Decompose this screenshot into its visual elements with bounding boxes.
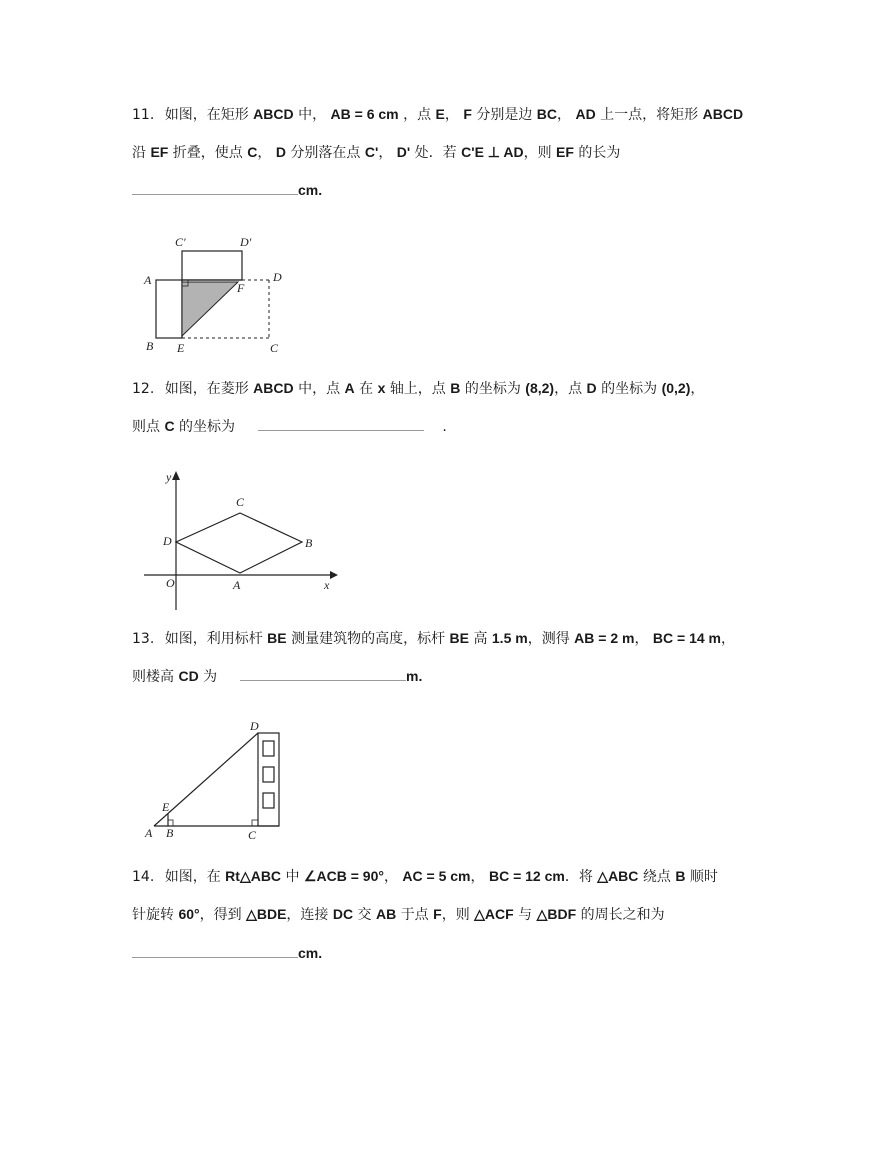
- q11-line-1: [132, 104, 743, 125]
- q12-text: 如图，在菱形: [164, 381, 249, 397]
- q14-math: Rt△ABC: [225, 868, 282, 884]
- q11-text: ，: [257, 145, 272, 161]
- q14-math: AB: [376, 906, 397, 922]
- q11-text: ，: [378, 145, 393, 161]
- q13-math: AB = 2 m: [574, 630, 635, 646]
- q12-text: ，点: [554, 381, 583, 397]
- q14-math: BC = 12 cm: [488, 868, 565, 884]
- q14-text: 与: [518, 907, 533, 923]
- q12-line-1: [132, 378, 704, 399]
- q14-math: △BDF: [536, 906, 577, 922]
- q14-math: DC: [332, 906, 354, 922]
- q12-answer-blank[interactable]: [258, 416, 424, 431]
- q11-text: 沿: [132, 145, 146, 161]
- q14-math: ∠ACB = 90°: [303, 868, 384, 884]
- q12-figure: [140, 465, 350, 615]
- q12-text: 中，点: [298, 381, 341, 397]
- q11-math: BC: [536, 106, 558, 122]
- q12-math: A: [344, 380, 355, 396]
- q13-figure: [140, 715, 300, 845]
- q11-math: AD: [575, 106, 596, 122]
- q11-math: EF: [556, 144, 574, 160]
- q13-line-1: [132, 628, 735, 649]
- q11-math: F: [463, 106, 472, 122]
- q14-text: 中: [285, 869, 300, 885]
- q12-rhombus: [176, 513, 302, 573]
- q13-number: 13.: [132, 631, 155, 647]
- q14-text: ，连接: [286, 907, 329, 923]
- q13-unit: m.: [406, 668, 423, 684]
- q14-answer-line: [132, 943, 322, 964]
- q14-text: 于点: [400, 907, 429, 923]
- q13-label-B: B: [166, 826, 174, 840]
- q13-text: ，: [721, 631, 736, 647]
- q13-text: 则楼高: [132, 669, 174, 685]
- q11-math: ABCD: [253, 106, 294, 122]
- q13-window-3: [263, 793, 274, 808]
- q13-window-1: [263, 741, 274, 756]
- q12-math: D: [586, 380, 597, 396]
- q13-text: ，: [634, 631, 649, 647]
- q11-text: 分别是边: [476, 107, 533, 123]
- q14-math: AC = 5 cm: [402, 868, 471, 884]
- q14-text: ，: [383, 869, 398, 885]
- q11-text: 上一点，将矩形: [600, 107, 699, 123]
- q12-x-arrow-icon: [330, 571, 338, 579]
- q11-rect-ABEside: [156, 280, 182, 338]
- q12-label-y: y: [166, 470, 172, 484]
- q13-answer-blank[interactable]: [240, 666, 406, 681]
- q11-math: ABCD: [702, 106, 744, 122]
- q14-answer-blank[interactable]: [132, 943, 298, 958]
- q11-math: E: [435, 106, 445, 122]
- q14-text: ，则: [441, 907, 470, 923]
- q12-math: x: [377, 380, 386, 396]
- q13-label-D: D: [250, 719, 259, 733]
- q11-shaded-triangle: [182, 282, 238, 336]
- q13-label-C: C: [248, 828, 257, 842]
- q11-math: C: [247, 144, 258, 160]
- q11-line-2: [132, 142, 620, 163]
- q14-text: 的周长之和为: [580, 907, 665, 923]
- q14-math: 60°: [178, 906, 200, 922]
- q12-math: (0,2): [661, 380, 691, 396]
- q14-text: 如图，在: [164, 869, 221, 885]
- q11-answer-line: [132, 180, 322, 201]
- q13-math: BC = 14 m: [652, 630, 722, 646]
- q11-text: ，: [557, 107, 572, 123]
- q11-label-B: B: [146, 339, 154, 353]
- q12-label-C: C: [236, 495, 245, 509]
- q11-figure: [140, 228, 300, 358]
- q12-math: ABCD: [253, 380, 294, 396]
- q11-math: D': [396, 144, 411, 160]
- q11-math: AB = 6 cm: [330, 106, 399, 122]
- q12-label-B: B: [305, 536, 313, 550]
- q12-number: 12.: [132, 381, 155, 397]
- q14-text: ，: [470, 869, 485, 885]
- q14-math: △BDE: [246, 906, 287, 922]
- q13-window-2: [263, 767, 274, 782]
- q11-rect-folded-top: [182, 251, 242, 280]
- q12-math: C: [164, 418, 175, 434]
- q11-label-A: A: [144, 273, 152, 287]
- q12-math: (8,2): [525, 380, 555, 396]
- q12-text: 在: [359, 381, 374, 397]
- q13-text: 测量建筑物的高度，标杆: [291, 631, 446, 647]
- q14-text: ，得到: [199, 907, 242, 923]
- q13-math: BE: [449, 630, 469, 646]
- q12-line-2: [132, 416, 447, 437]
- q11-label-C-prime: C′: [175, 235, 186, 249]
- q11-math: D: [275, 144, 286, 160]
- q13-math: BE: [267, 630, 287, 646]
- q11-text: 分别落在点: [290, 145, 361, 161]
- q14-math: B: [675, 868, 686, 884]
- q12-label-O: O: [166, 576, 175, 590]
- q13-text: ，测得: [527, 631, 570, 647]
- q11-text: 的长为: [578, 145, 621, 161]
- q11-label-F: F: [237, 281, 245, 295]
- q11-text: 处．若: [414, 145, 457, 161]
- q11-label-D: D: [273, 270, 282, 284]
- q12-label-D: D: [163, 534, 172, 548]
- q14-math: F: [433, 906, 442, 922]
- q11-math: C'E ⊥ AD: [461, 144, 524, 160]
- q13-text: 高: [473, 631, 488, 647]
- q13-sightline: [154, 733, 258, 826]
- q12-text: 轴上，点: [389, 381, 446, 397]
- q11-number: 11.: [132, 107, 155, 123]
- q11-text: 中，: [298, 107, 327, 123]
- q14-text: 针旋转: [132, 907, 174, 923]
- q11-label-E: E: [177, 341, 185, 355]
- q14-number: 14.: [132, 869, 155, 885]
- q14-text: 顺时: [689, 869, 718, 885]
- q11-text: ，则: [523, 145, 552, 161]
- q13-building: [258, 733, 279, 826]
- q13-right-angle-C: [252, 820, 258, 826]
- q13-text: 如图，利用标杆: [164, 631, 263, 647]
- q13-line-2: [132, 666, 422, 687]
- q12-text: 的坐标为: [601, 381, 658, 397]
- q14-text: 交: [357, 907, 372, 923]
- q14-unit: cm.: [298, 945, 323, 961]
- q14-text: 绕点: [642, 869, 671, 885]
- q14-math: △ABC: [597, 868, 639, 884]
- q11-label-D-prime: D′: [240, 235, 252, 249]
- q13-text: 为: [203, 669, 218, 685]
- q12-text: 则点: [132, 419, 160, 435]
- q14-text: ．将: [564, 869, 593, 885]
- q13-label-E: E: [162, 800, 170, 814]
- q11-answer-blank[interactable]: [132, 180, 298, 195]
- q11-text: 折叠，使点: [172, 145, 243, 161]
- q11-label-C: C: [270, 341, 279, 355]
- q12-label-x: x: [324, 578, 330, 592]
- q14-line-1: [132, 866, 718, 887]
- q12-period: .: [442, 419, 447, 435]
- q12-label-A: A: [233, 578, 241, 592]
- q14-line-2: [132, 904, 665, 925]
- q14-math: △ACF: [474, 906, 514, 922]
- q11-text: ，点: [403, 107, 432, 123]
- q12-text: ，: [690, 381, 705, 397]
- q11-unit: cm.: [298, 182, 323, 198]
- q13-math: 1.5 m: [491, 630, 528, 646]
- q12-math: B: [450, 380, 461, 396]
- q12-y-arrow-icon: [172, 471, 180, 480]
- q11-math: EF: [150, 144, 169, 160]
- q13-math: CD: [178, 668, 199, 684]
- q13-label-A: A: [145, 826, 153, 840]
- q12-text: 的坐标为: [179, 419, 236, 435]
- q11-text: ，: [444, 107, 459, 123]
- q11-math: C': [364, 144, 379, 160]
- q11-text: 如图，在矩形: [164, 107, 249, 123]
- q12-text: 的坐标为: [464, 381, 521, 397]
